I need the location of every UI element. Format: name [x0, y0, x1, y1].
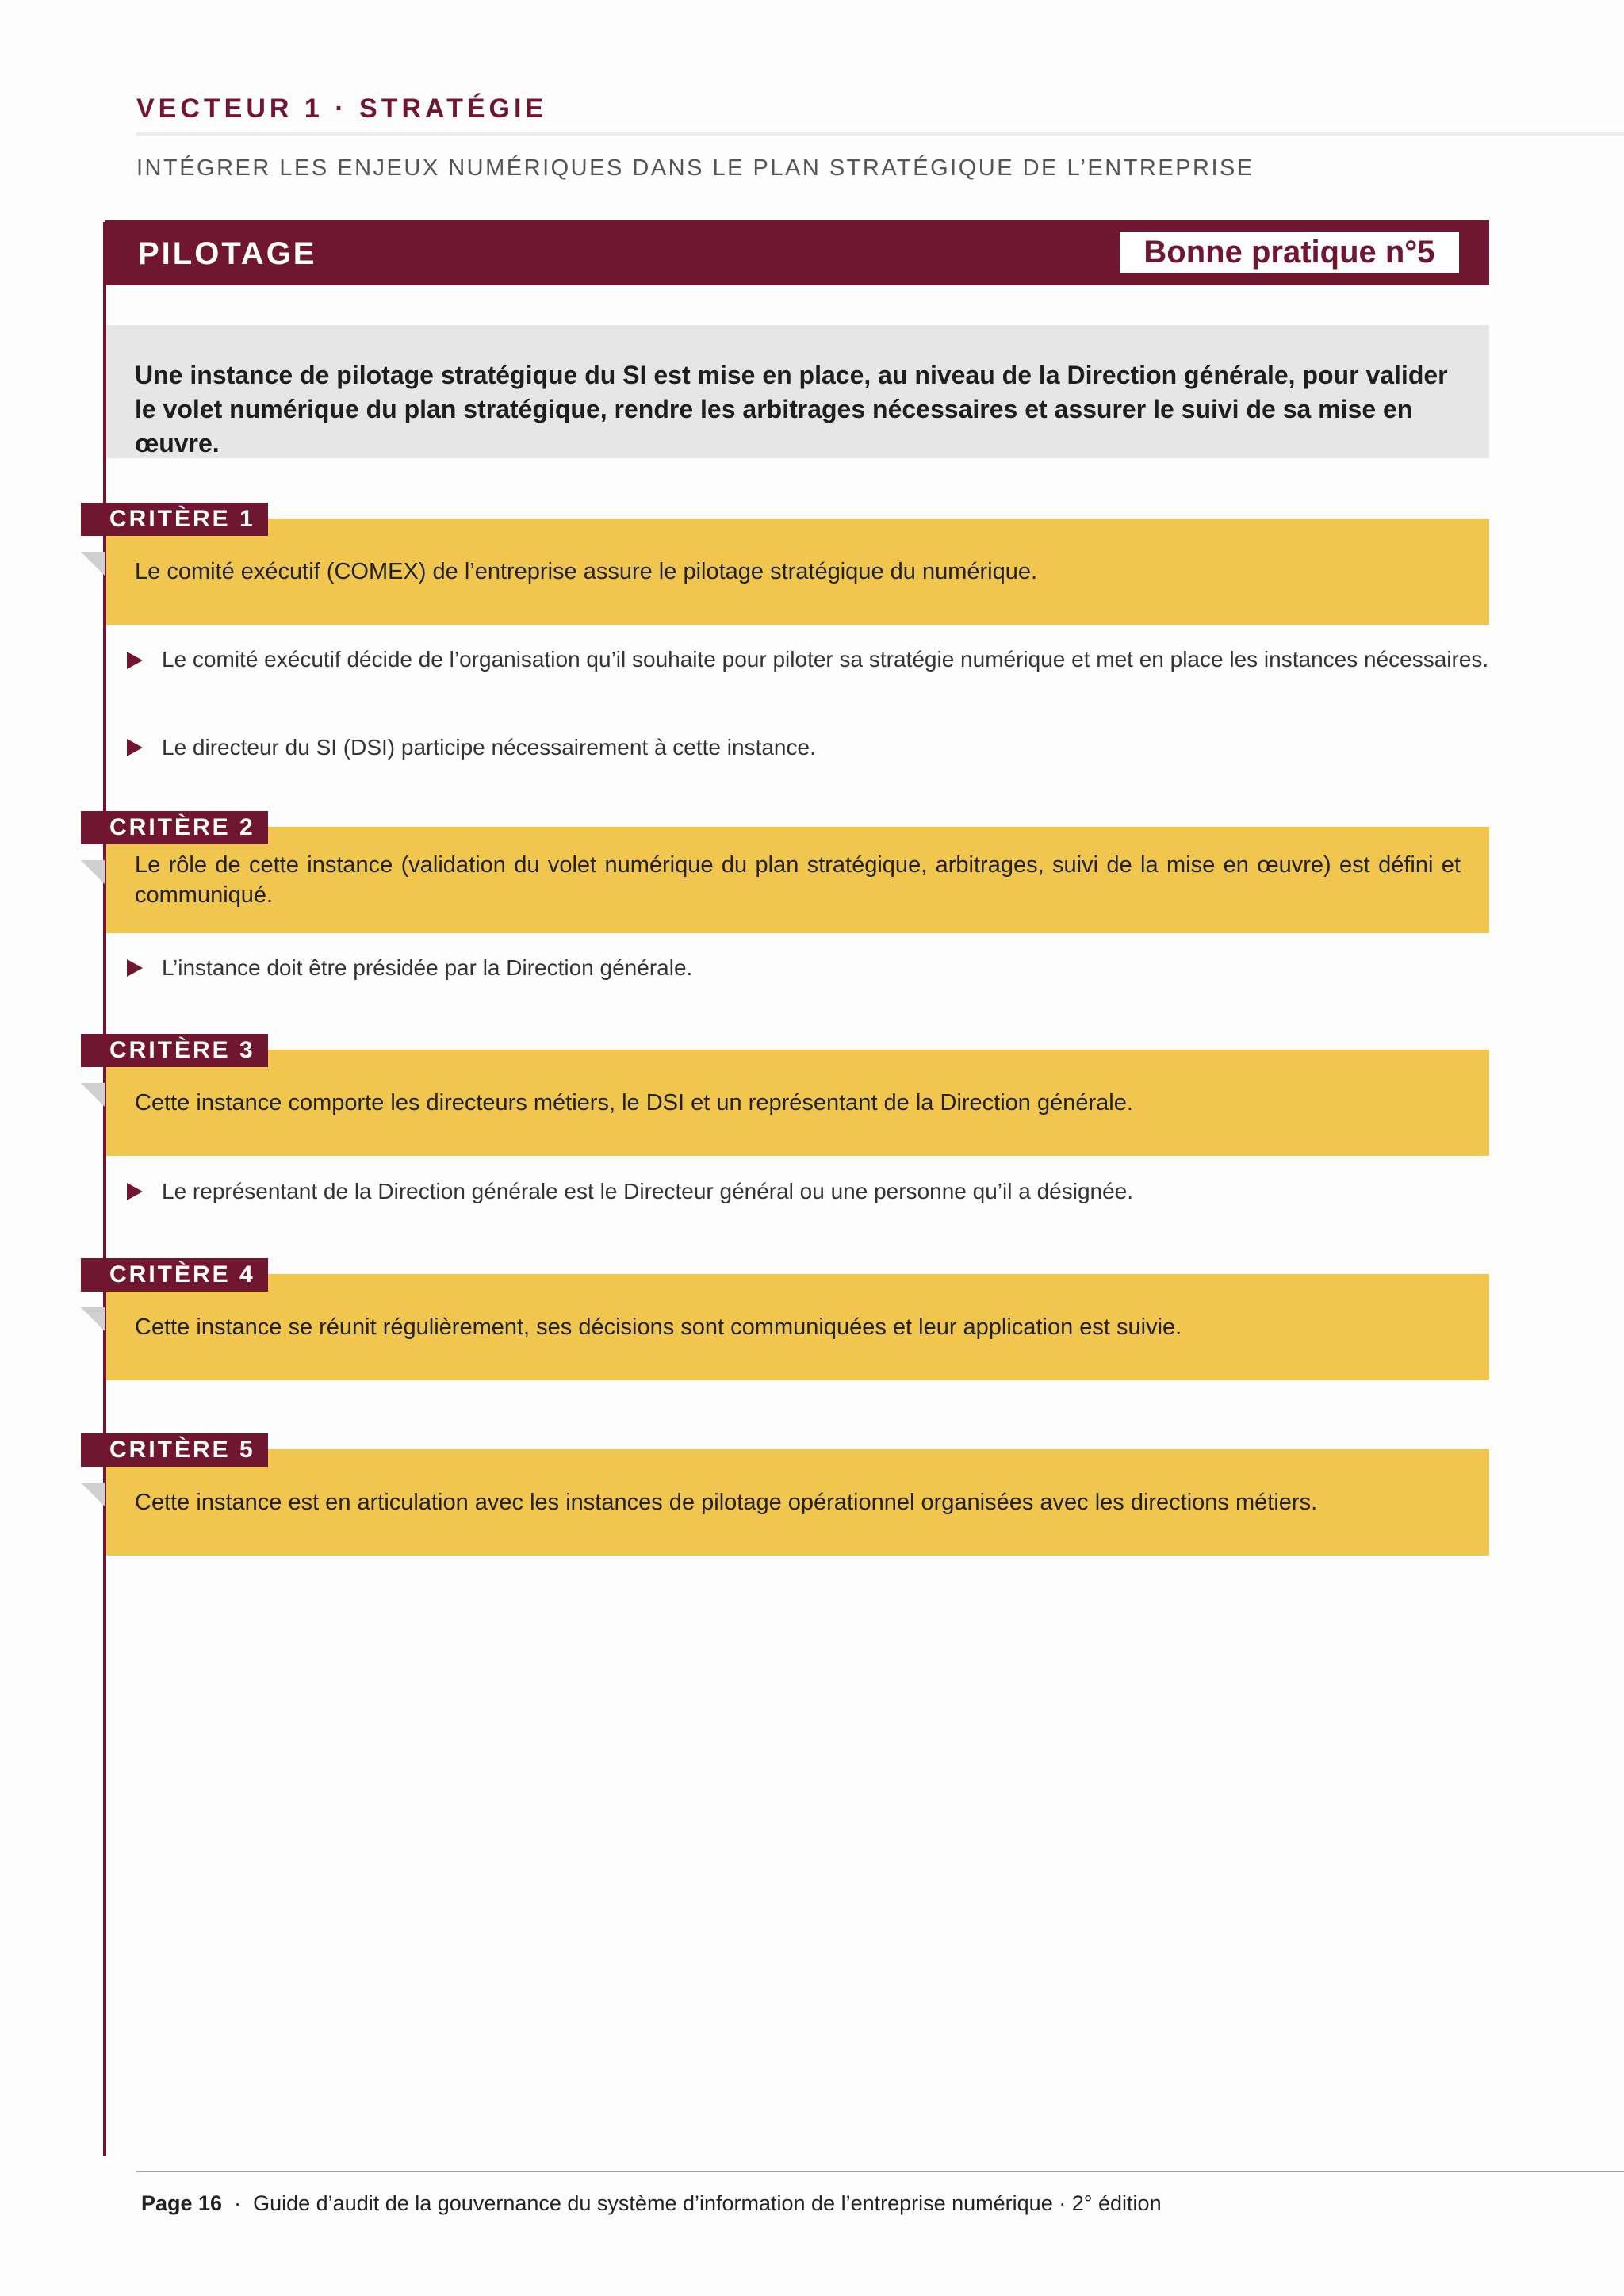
criterion-3-text: Cette instance comporte les directeurs métiers, le DSI et un représentant de la Direction générale.: [135, 1090, 1133, 1115]
criterion-tag-fold: [81, 1483, 105, 1506]
criterion-4-tag: CRITÈRE 4: [81, 1258, 268, 1292]
footer: [141, 2191, 1162, 2216]
intro-statement: Une instance de pilotage stratégique du SI est mise en place, au niveau de la Direction générale, pour valider le volet numérique du plan stratégique, rendre les arbitrages nécessaires et assurer le suivi de sa mise en œuvre.: [106, 325, 1489, 458]
page-number: Page 16: [141, 2191, 223, 2215]
criterion-5-text: Cette instance est en articulation avec les instances de pilotage opérationnel organisées avec les directions métiers.: [135, 1490, 1318, 1515]
header-divider: [136, 132, 1624, 136]
criterion-tag-fold: [81, 1307, 105, 1331]
criterion-1-bullet-2: Le directeur du SI (DSI) participe nécessairement à cette instance.: [162, 735, 816, 760]
bonne-pratique-badge: Bonne pratique n°5: [1120, 232, 1459, 273]
criterion-3-bullet-1: Le représentant de la Direction générale est le Directeur général ou une personne qu’il a désignée.: [162, 1179, 1134, 1203]
criterion-1-text: Le comité exécutif (COMEX) de l’entreprise assure le pilotage stratégique du numérique.: [135, 559, 1038, 584]
criterion-2-text: Le rôle de cette instance (validation du volet numérique du plan stratégique, arbitrages, suivi de la mise en œuvre) est défini et communiqué.: [135, 852, 1461, 908]
pilotage-banner: [105, 220, 1489, 285]
vector-title: VECTEUR 1 · STRATÉGIE: [136, 94, 548, 124]
guide-title: Guide d’audit de la gouvernance du système d’information de l’entreprise numérique · 2° édition: [253, 2191, 1162, 2215]
criterion-tag-fold: [81, 552, 105, 576]
vector-subtitle: INTÉGRER LES ENJEUX NUMÉRIQUES DANS LE PLAN STRATÉGIQUE DE L’ENTREPRISE: [136, 155, 1254, 181]
criterion-tag-fold: [81, 1083, 105, 1107]
bullet-icon: [127, 652, 143, 669]
criterion-1-bullet-1: Le comité exécutif décide de l’organisation qu’il souhaite pour piloter sa stratégie numérique et met en place les instances nécessaires.: [162, 647, 1489, 672]
criterion-tag-fold: [81, 860, 105, 884]
criterion-4-text: Cette instance se réunit régulièrement, ses décisions sont communiquées et leur application est suivie.: [135, 1314, 1182, 1340]
bullet-icon: [127, 739, 143, 756]
criterion-3-tag: CRITÈRE 3: [81, 1034, 268, 1067]
criterion-2-box: [106, 827, 1489, 933]
criterion-4-box: [106, 1274, 1489, 1380]
criterion-2-tag: CRITÈRE 2: [81, 811, 268, 844]
section-title: PILOTAGE: [138, 236, 317, 271]
criterion-2-bullet-1: L’instance doit être présidée par la Direction générale.: [162, 955, 693, 980]
criterion-5-box: [106, 1449, 1489, 1556]
footer-divider: [136, 2171, 1624, 2172]
bullet-icon: [127, 959, 143, 977]
footer-separator: ·: [234, 2191, 242, 2215]
criterion-1-tag: CRITÈRE 1: [81, 503, 268, 536]
criterion-1-box: [106, 519, 1489, 625]
criterion-5-tag: CRITÈRE 5: [81, 1433, 268, 1467]
bullet-icon: [127, 1183, 143, 1200]
criterion-3-box: [106, 1050, 1489, 1156]
